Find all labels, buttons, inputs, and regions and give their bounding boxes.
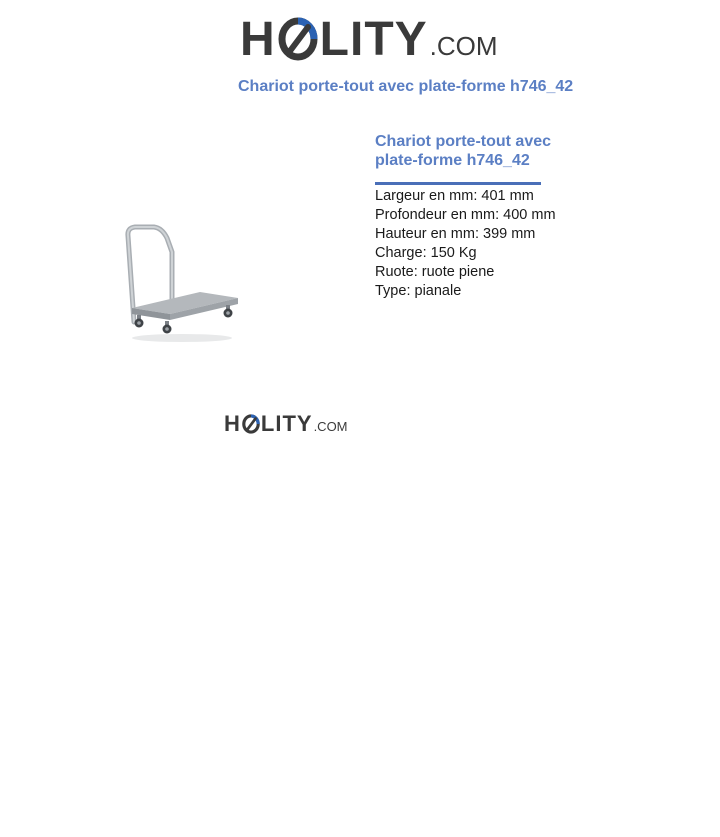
footer-logo-suffix: .COM (313, 419, 348, 434)
footer-logo-wordmark (224, 410, 313, 438)
spec-item-height: Hauteur en mm: 399 mm (375, 226, 536, 242)
product-title (375, 132, 625, 170)
footer-logo-text-right: LITY (260, 411, 313, 436)
platform-trolley-icon (118, 222, 244, 346)
product-image (118, 222, 244, 346)
logo-text-right: LITY (319, 13, 428, 66)
spec-item-type: Type: pianale (375, 283, 462, 299)
spec-item-load: Charge: 150 Kg (375, 245, 477, 261)
spec-list (375, 187, 625, 301)
page-title: Chariot porte-tout avec plate-forme h746_42 (238, 78, 574, 95)
logo-wordmark (240, 10, 428, 70)
spec-item-depth: Profondeur en mm: 400 mm (375, 207, 556, 223)
footer-logo[interactable] (224, 410, 348, 438)
spec-item-wheels: Ruote: ruote piene (375, 264, 495, 280)
logo-text-left: H (240, 13, 276, 66)
product-title-line1: Chariot porte-tout avec (375, 133, 552, 150)
logo-o-mark-icon (278, 16, 318, 60)
product-details (375, 132, 625, 301)
title-underline (375, 182, 541, 185)
logo-suffix: .COM (429, 31, 498, 61)
brand-logo[interactable] (240, 10, 498, 70)
footer-logo-text-left: H (224, 411, 241, 436)
spec-item-width: Largeur en mm: 401 mm (375, 188, 534, 204)
product-title-line2: plate-forme h746_42 (375, 152, 530, 169)
footer-logo-o-mark-icon (242, 413, 260, 433)
